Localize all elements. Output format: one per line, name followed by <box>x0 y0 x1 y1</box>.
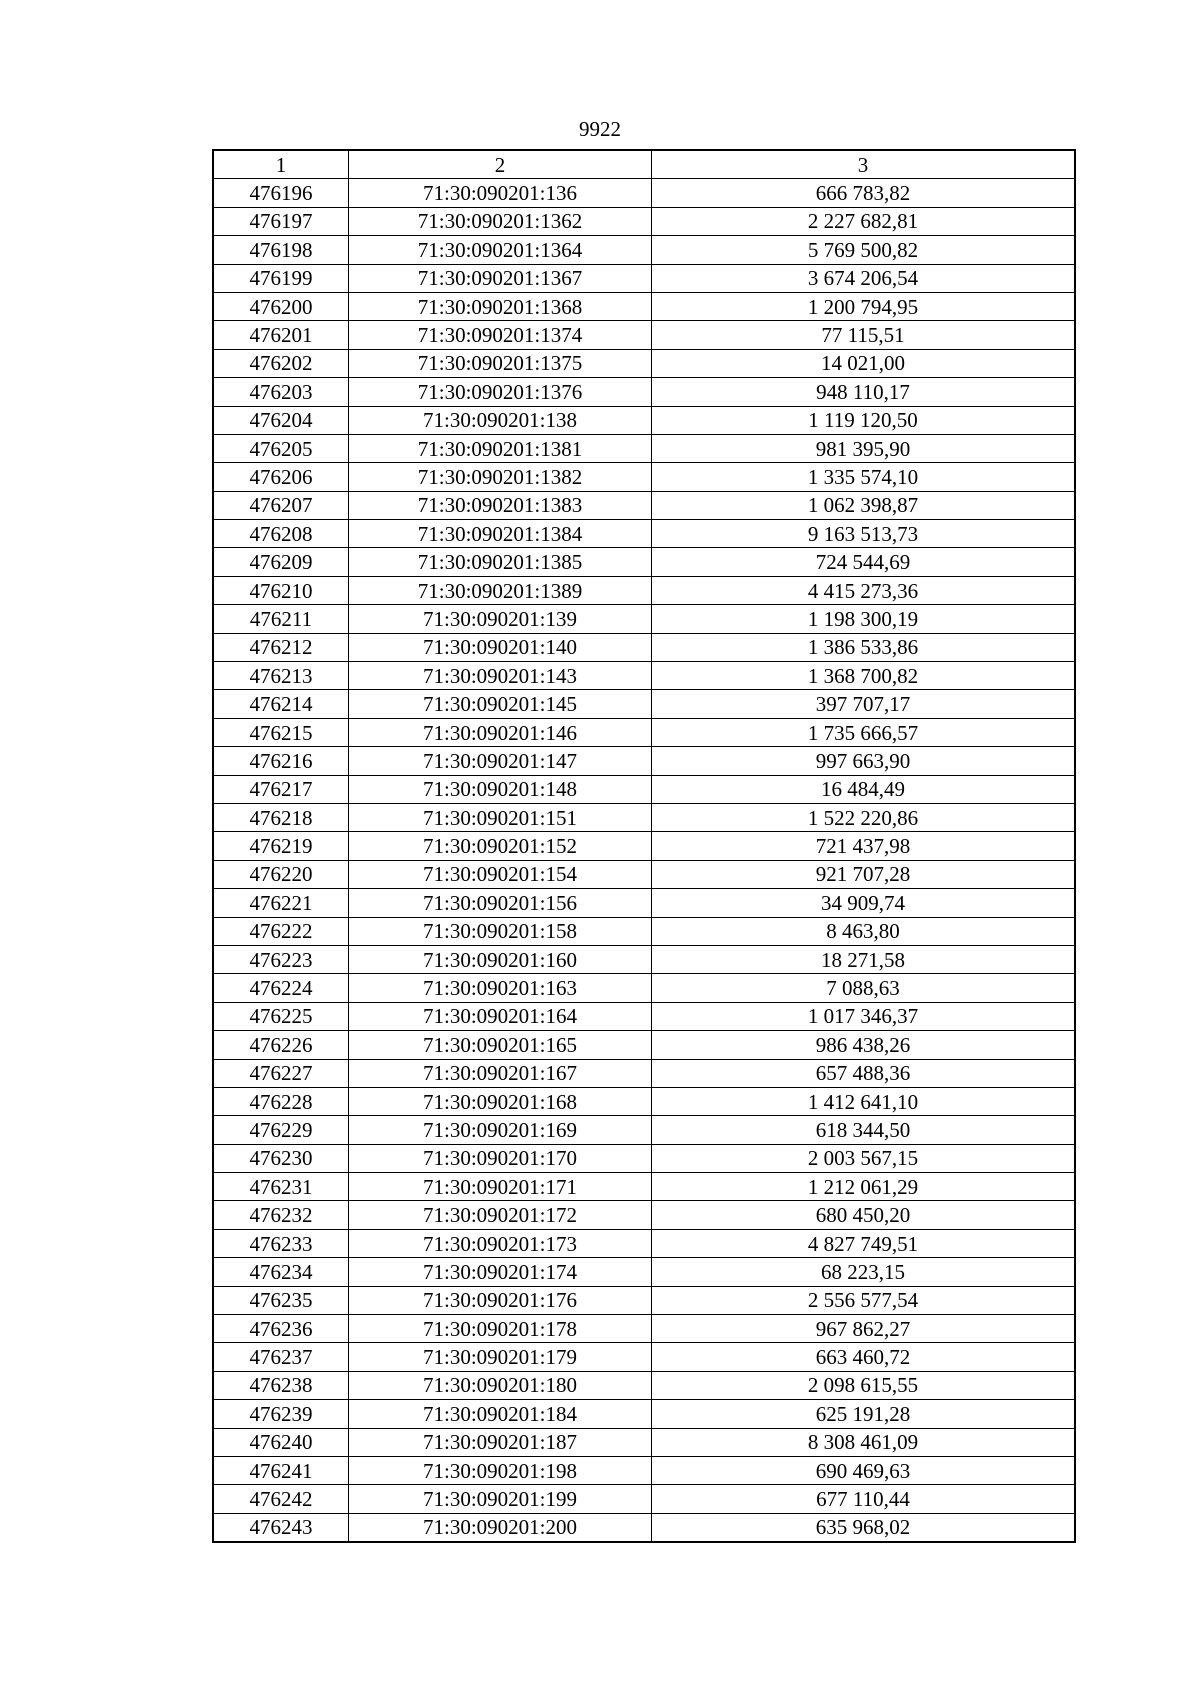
table-row <box>213 1456 1075 1484</box>
cadastral-number-cell: 71:30:090201:178 <box>349 1315 652 1343</box>
table-row <box>213 1371 1075 1399</box>
cadastral-number-cell: 71:30:090201:174 <box>349 1258 652 1286</box>
cadastral-number-cell: 71:30:090201:168 <box>349 1087 652 1115</box>
row-number-cell: 476238 <box>213 1371 349 1399</box>
value-cell: 77 115,51 <box>652 321 1076 349</box>
cadastral-number-cell: 71:30:090201:1389 <box>349 576 652 604</box>
table-row <box>213 264 1075 292</box>
cadastral-number-cell: 71:30:090201:187 <box>349 1428 652 1456</box>
cadastral-number-cell: 71:30:090201:1375 <box>349 349 652 377</box>
row-number-cell: 476236 <box>213 1315 349 1343</box>
cadastral-number-cell: 71:30:090201:165 <box>349 1031 652 1059</box>
row-number-cell: 476204 <box>213 406 349 434</box>
cadastral-number-cell: 71:30:090201:180 <box>349 1371 652 1399</box>
row-number-cell: 476197 <box>213 207 349 235</box>
value-cell: 1 335 574,10 <box>652 463 1076 491</box>
value-cell: 2 227 682,81 <box>652 207 1076 235</box>
cadastral-number-cell: 71:30:090201:198 <box>349 1456 652 1484</box>
cadastral-number-cell: 71:30:090201:199 <box>349 1485 652 1513</box>
table-row <box>213 1286 1075 1314</box>
value-cell: 8 463,80 <box>652 917 1076 945</box>
table-row <box>213 236 1075 264</box>
value-cell: 1 017 346,37 <box>652 1002 1076 1030</box>
row-number-cell: 476241 <box>213 1456 349 1484</box>
row-number-cell: 476227 <box>213 1059 349 1087</box>
value-cell: 1 119 120,50 <box>652 406 1076 434</box>
row-number-cell: 476240 <box>213 1428 349 1456</box>
table-row <box>213 1087 1075 1115</box>
row-number-cell: 476203 <box>213 378 349 406</box>
value-cell: 7 088,63 <box>652 974 1076 1002</box>
cadastral-number-cell: 71:30:090201:1368 <box>349 292 652 320</box>
column-header-3: 3 <box>652 150 1076 179</box>
table-row <box>213 207 1075 235</box>
row-number-cell: 476200 <box>213 292 349 320</box>
row-number-cell: 476210 <box>213 576 349 604</box>
row-number-cell: 476211 <box>213 605 349 633</box>
data-table <box>212 149 1076 1543</box>
value-cell: 1 386 533,86 <box>652 633 1076 661</box>
cadastral-number-cell: 71:30:090201:151 <box>349 803 652 831</box>
page-number: 9922 <box>579 117 621 141</box>
row-number-cell: 476239 <box>213 1400 349 1428</box>
cadastral-number-cell: 71:30:090201:152 <box>349 832 652 860</box>
row-number-cell: 476221 <box>213 889 349 917</box>
table-row <box>213 860 1075 888</box>
value-cell: 618 344,50 <box>652 1116 1076 1144</box>
cadastral-number-cell: 71:30:090201:154 <box>349 860 652 888</box>
table-row <box>213 832 1075 860</box>
value-cell: 625 191,28 <box>652 1400 1076 1428</box>
table-row <box>213 747 1075 775</box>
cadastral-number-cell: 71:30:090201:164 <box>349 1002 652 1030</box>
table-row <box>213 1343 1075 1371</box>
cadastral-number-cell: 71:30:090201:170 <box>349 1144 652 1172</box>
table-row <box>213 1144 1075 1172</box>
value-cell: 397 707,17 <box>652 690 1076 718</box>
table-row <box>213 1059 1075 1087</box>
value-cell: 3 674 206,54 <box>652 264 1076 292</box>
row-number-cell: 476242 <box>213 1485 349 1513</box>
table-row <box>213 434 1075 462</box>
row-number-cell: 476229 <box>213 1116 349 1144</box>
cadastral-number-cell: 71:30:090201:172 <box>349 1201 652 1229</box>
value-cell: 721 437,98 <box>652 832 1076 860</box>
row-number-cell: 476205 <box>213 434 349 462</box>
row-number-cell: 476207 <box>213 491 349 519</box>
row-number-cell: 476217 <box>213 775 349 803</box>
cadastral-number-cell: 71:30:090201:146 <box>349 718 652 746</box>
value-cell: 724 544,69 <box>652 548 1076 576</box>
table-row <box>213 349 1075 377</box>
table-row <box>213 690 1075 718</box>
value-cell: 9 163 513,73 <box>652 520 1076 548</box>
table-row <box>213 633 1075 661</box>
value-cell: 14 021,00 <box>652 349 1076 377</box>
cadastral-number-cell: 71:30:090201:173 <box>349 1229 652 1257</box>
value-cell: 997 663,90 <box>652 747 1076 775</box>
column-header-1: 1 <box>213 150 349 179</box>
table-row <box>213 1116 1075 1144</box>
table-row <box>213 803 1075 831</box>
cadastral-number-cell: 71:30:090201:184 <box>349 1400 652 1428</box>
table-row <box>213 292 1075 320</box>
row-number-cell: 476226 <box>213 1031 349 1059</box>
value-cell: 635 968,02 <box>652 1513 1076 1542</box>
value-cell: 921 707,28 <box>652 860 1076 888</box>
value-cell: 68 223,15 <box>652 1258 1076 1286</box>
row-number-cell: 476202 <box>213 349 349 377</box>
table-row <box>213 1428 1075 1456</box>
cadastral-number-cell: 71:30:090201:138 <box>349 406 652 434</box>
value-cell: 981 395,90 <box>652 434 1076 462</box>
cadastral-number-cell: 71:30:090201:163 <box>349 974 652 1002</box>
row-number-cell: 476243 <box>213 1513 349 1542</box>
row-number-cell: 476234 <box>213 1258 349 1286</box>
cadastral-number-cell: 71:30:090201:148 <box>349 775 652 803</box>
row-number-cell: 476216 <box>213 747 349 775</box>
cadastral-number-cell: 71:30:090201:179 <box>349 1343 652 1371</box>
table-row <box>213 605 1075 633</box>
cadastral-number-cell: 71:30:090201:143 <box>349 662 652 690</box>
row-number-cell: 476198 <box>213 236 349 264</box>
row-number-cell: 476214 <box>213 690 349 718</box>
cadastral-number-cell: 71:30:090201:176 <box>349 1286 652 1314</box>
cadastral-number-cell: 71:30:090201:1384 <box>349 520 652 548</box>
cadastral-number-cell: 71:30:090201:145 <box>349 690 652 718</box>
row-number-cell: 476223 <box>213 945 349 973</box>
value-cell: 967 862,27 <box>652 1315 1076 1343</box>
value-cell: 690 469,63 <box>652 1456 1076 1484</box>
value-cell: 4 415 273,36 <box>652 576 1076 604</box>
row-number-cell: 476233 <box>213 1229 349 1257</box>
cadastral-number-cell: 71:30:090201:160 <box>349 945 652 973</box>
row-number-cell: 476206 <box>213 463 349 491</box>
value-cell: 1 522 220,86 <box>652 803 1076 831</box>
row-number-cell: 476196 <box>213 179 349 207</box>
row-number-cell: 476222 <box>213 917 349 945</box>
cadastral-number-cell: 71:30:090201:1381 <box>349 434 652 462</box>
row-number-cell: 476218 <box>213 803 349 831</box>
table-row <box>213 406 1075 434</box>
table-row <box>213 1201 1075 1229</box>
table-row <box>213 1002 1075 1030</box>
value-cell: 657 488,36 <box>652 1059 1076 1087</box>
value-cell: 1 062 398,87 <box>652 491 1076 519</box>
row-number-cell: 476215 <box>213 718 349 746</box>
table-row <box>213 917 1075 945</box>
row-number-cell: 476209 <box>213 548 349 576</box>
table-row <box>213 378 1075 406</box>
table-row <box>213 576 1075 604</box>
table-body <box>213 179 1075 1542</box>
row-number-cell: 476235 <box>213 1286 349 1314</box>
cadastral-number-cell: 71:30:090201:200 <box>349 1513 652 1542</box>
value-cell: 1 200 794,95 <box>652 292 1076 320</box>
value-cell: 986 438,26 <box>652 1031 1076 1059</box>
row-number-cell: 476212 <box>213 633 349 661</box>
table-row <box>213 1315 1075 1343</box>
cadastral-number-cell: 71:30:090201:156 <box>349 889 652 917</box>
value-cell: 16 484,49 <box>652 775 1076 803</box>
row-number-cell: 476199 <box>213 264 349 292</box>
value-cell: 663 460,72 <box>652 1343 1076 1371</box>
table-row <box>213 179 1075 207</box>
row-number-cell: 476230 <box>213 1144 349 1172</box>
table-row <box>213 1173 1075 1201</box>
table-row <box>213 463 1075 491</box>
table-row <box>213 1229 1075 1257</box>
row-number-cell: 476232 <box>213 1201 349 1229</box>
table-row <box>213 1485 1075 1513</box>
table-row <box>213 548 1075 576</box>
cadastral-number-cell: 71:30:090201:167 <box>349 1059 652 1087</box>
value-cell: 666 783,82 <box>652 179 1076 207</box>
cadastral-number-cell: 71:30:090201:1382 <box>349 463 652 491</box>
cadastral-number-cell: 71:30:090201:171 <box>349 1173 652 1201</box>
value-cell: 2 003 567,15 <box>652 1144 1076 1172</box>
table-row <box>213 1258 1075 1286</box>
cadastral-number-cell: 71:30:090201:1385 <box>349 548 652 576</box>
value-cell: 34 909,74 <box>652 889 1076 917</box>
row-number-cell: 476237 <box>213 1343 349 1371</box>
row-number-cell: 476208 <box>213 520 349 548</box>
value-cell: 1 198 300,19 <box>652 605 1076 633</box>
value-cell: 2 556 577,54 <box>652 1286 1076 1314</box>
value-cell: 1 735 666,57 <box>652 718 1076 746</box>
row-number-cell: 476213 <box>213 662 349 690</box>
table-row <box>213 321 1075 349</box>
row-number-cell: 476201 <box>213 321 349 349</box>
cadastral-number-cell: 71:30:090201:1383 <box>349 491 652 519</box>
cadastral-number-cell: 71:30:090201:1364 <box>349 236 652 264</box>
cadastral-number-cell: 71:30:090201:1376 <box>349 378 652 406</box>
row-number-cell: 476220 <box>213 860 349 888</box>
value-cell: 680 450,20 <box>652 1201 1076 1229</box>
table-row <box>213 520 1075 548</box>
value-cell: 1 212 061,29 <box>652 1173 1076 1201</box>
row-number-cell: 476231 <box>213 1173 349 1201</box>
value-cell: 1 368 700,82 <box>652 662 1076 690</box>
table-row <box>213 1513 1075 1542</box>
value-cell: 8 308 461,09 <box>652 1428 1076 1456</box>
cadastral-number-cell: 71:30:090201:1362 <box>349 207 652 235</box>
table-row <box>213 945 1075 973</box>
table-row <box>213 1031 1075 1059</box>
cadastral-number-cell: 71:30:090201:136 <box>349 179 652 207</box>
value-cell: 5 769 500,82 <box>652 236 1076 264</box>
value-cell: 677 110,44 <box>652 1485 1076 1513</box>
table-row <box>213 974 1075 1002</box>
table-row <box>213 775 1075 803</box>
value-cell: 1 412 641,10 <box>652 1087 1076 1115</box>
cadastral-number-cell: 71:30:090201:1367 <box>349 264 652 292</box>
row-number-cell: 476228 <box>213 1087 349 1115</box>
value-cell: 2 098 615,55 <box>652 1371 1076 1399</box>
table-row <box>213 662 1075 690</box>
table-row <box>213 889 1075 917</box>
cadastral-number-cell: 71:30:090201:147 <box>349 747 652 775</box>
row-number-cell: 476219 <box>213 832 349 860</box>
table-row <box>213 1400 1075 1428</box>
cadastral-number-cell: 71:30:090201:1374 <box>349 321 652 349</box>
row-number-cell: 476225 <box>213 1002 349 1030</box>
value-cell: 18 271,58 <box>652 945 1076 973</box>
value-cell: 948 110,17 <box>652 378 1076 406</box>
column-header-2: 2 <box>349 150 652 179</box>
cadastral-number-cell: 71:30:090201:140 <box>349 633 652 661</box>
cadastral-number-cell: 71:30:090201:139 <box>349 605 652 633</box>
table-header-row <box>213 150 1075 179</box>
row-number-cell: 476224 <box>213 974 349 1002</box>
value-cell: 4 827 749,51 <box>652 1229 1076 1257</box>
cadastral-number-cell: 71:30:090201:169 <box>349 1116 652 1144</box>
table-row <box>213 491 1075 519</box>
cadastral-number-cell: 71:30:090201:158 <box>349 917 652 945</box>
table-row <box>213 718 1075 746</box>
